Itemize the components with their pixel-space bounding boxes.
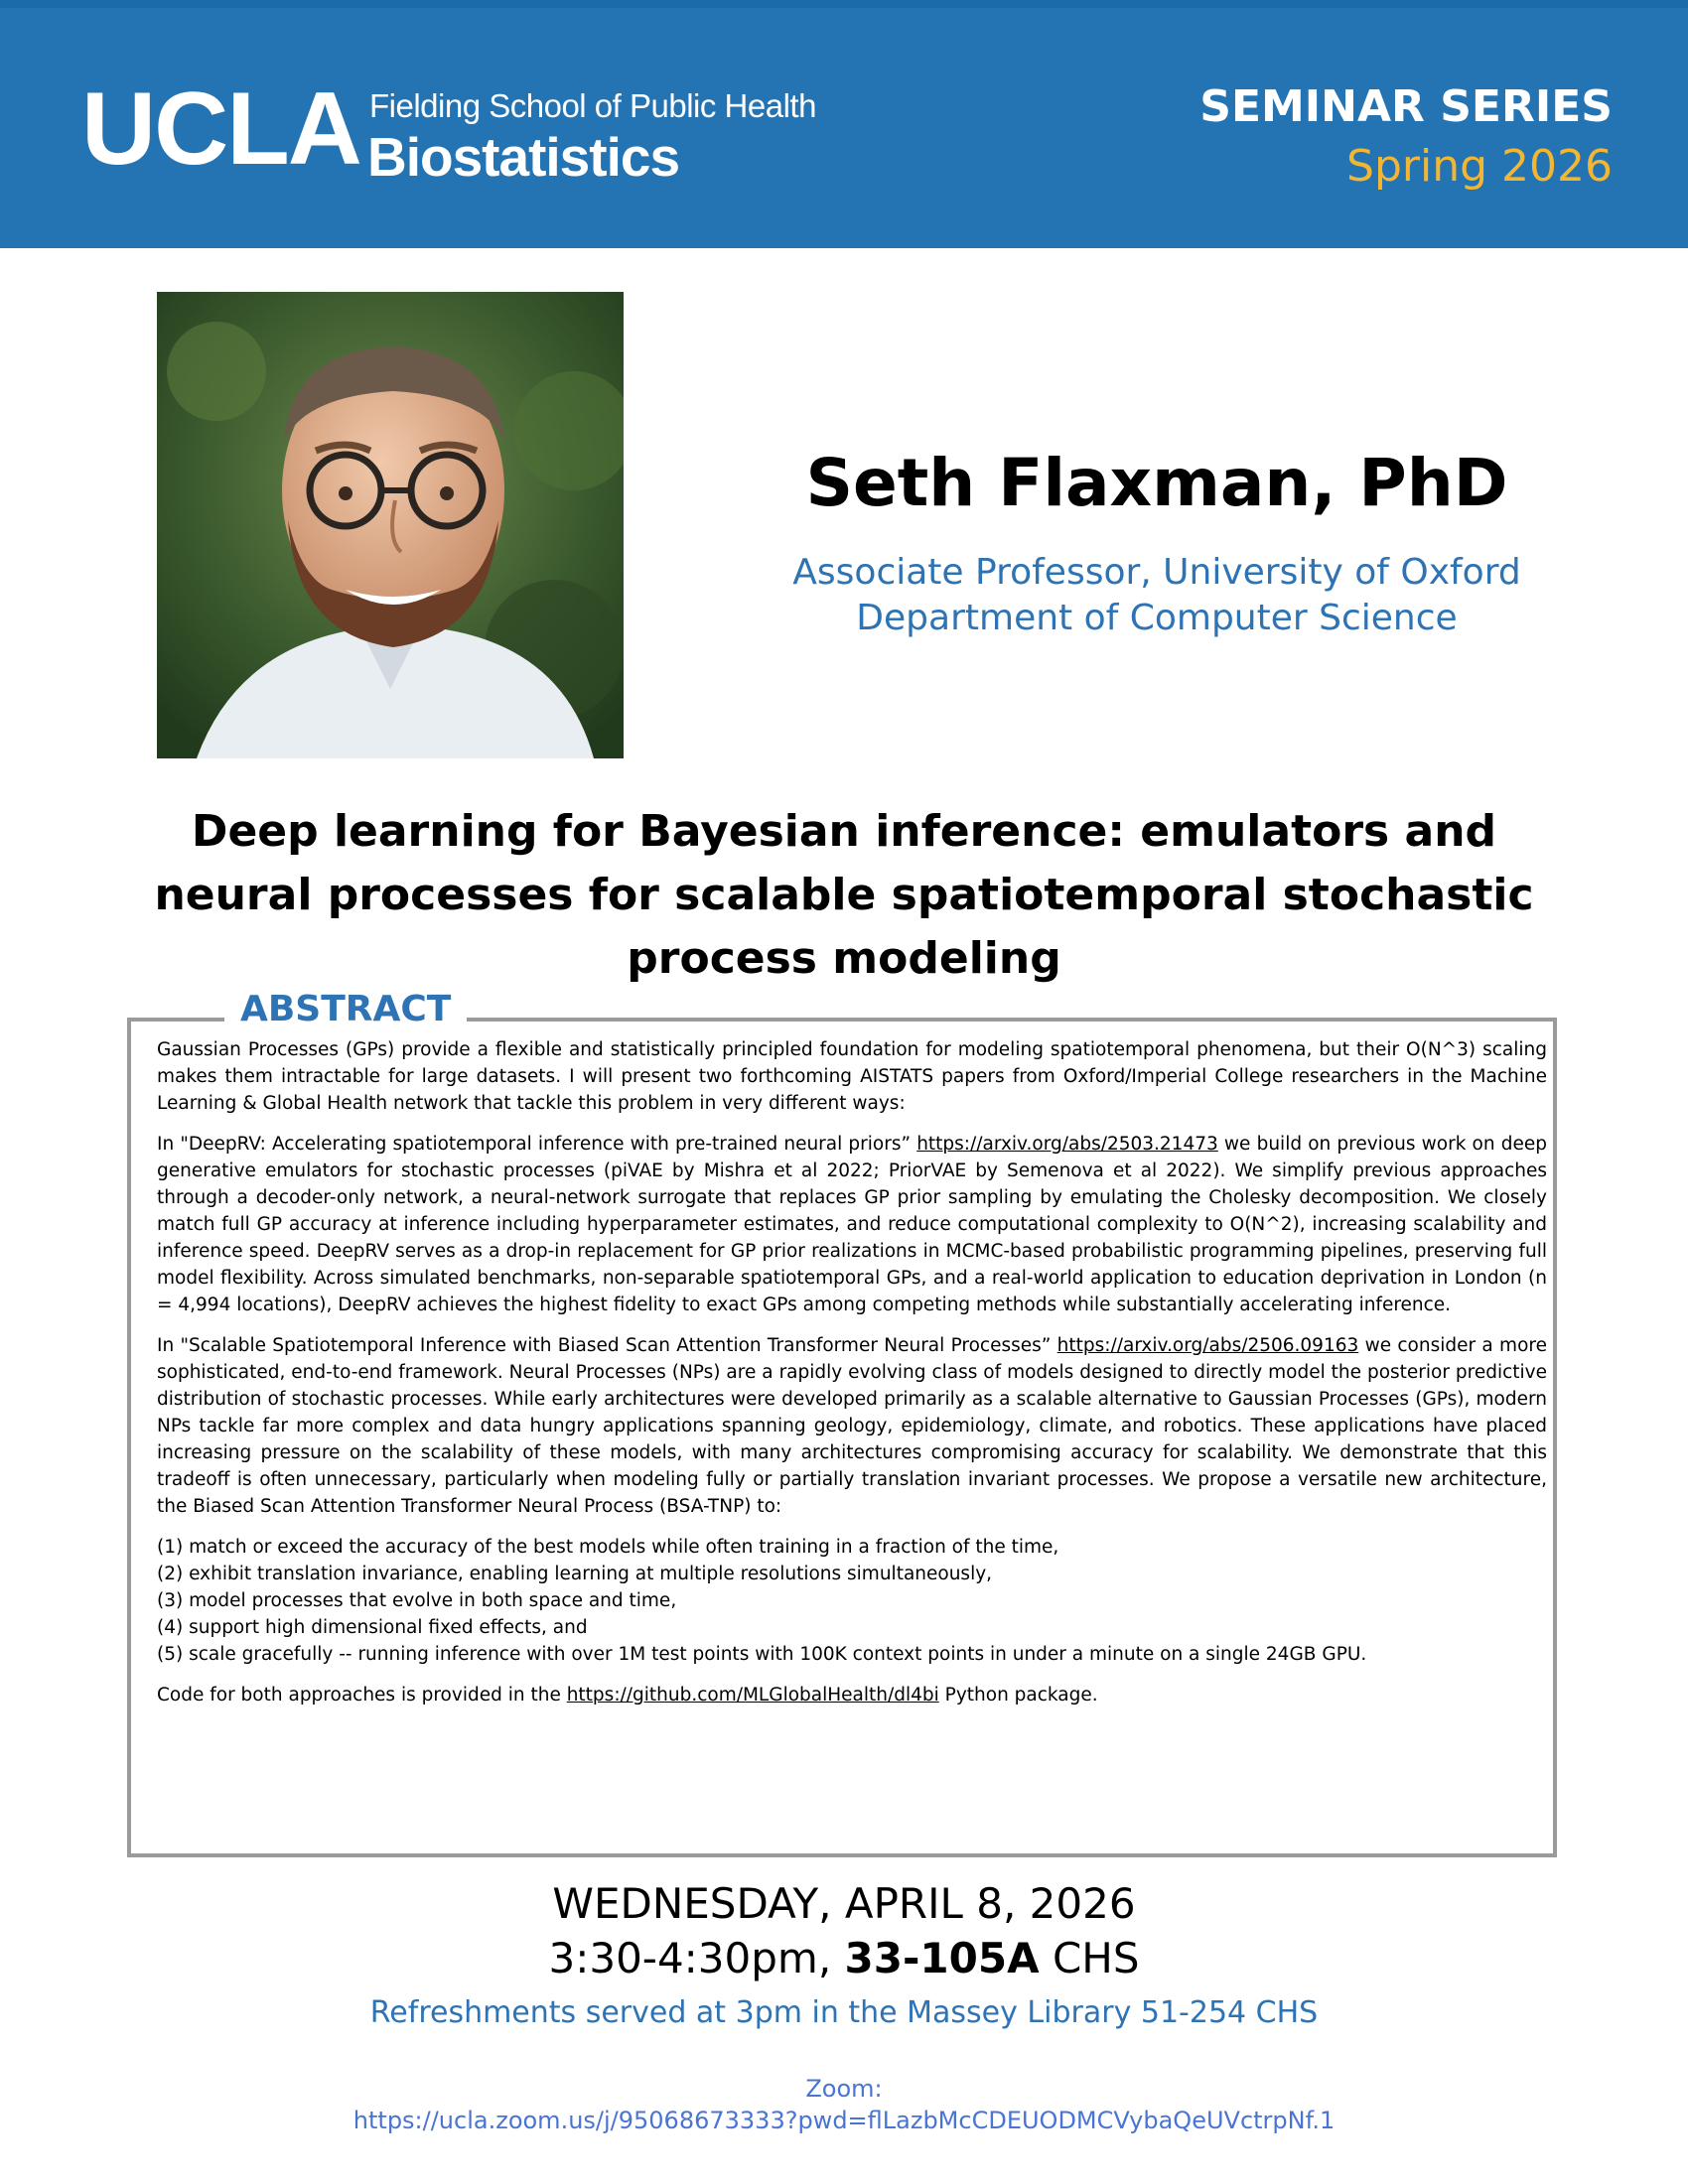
talk-title-line2: neural processes for scalable spatiotemporal stochastic [154,870,1534,920]
event-date: WEDNESDAY, APRIL 8, 2026 [552,1879,1136,1928]
list-item: (5) scale gracefully -- running inference with over 1M test points with 100K context points in under a minute on a single 24GB GPU. [157,1644,1367,1665]
abstract-body [157,1036,1547,1722]
speaker-photo [157,292,624,758]
talk-title-line1: Deep learning for Bayesian inference: emulators and [191,806,1497,857]
list-item: (1) match or exceed the accuracy of the best models while often training in a fraction of the time, [157,1537,1059,1558]
speaker-portrait-image [157,292,624,758]
speaker-name: Seth Flaxman, PhD [805,445,1508,521]
github-link[interactable]: https://github.com/MLGlobalHealth/dl4bi [566,1685,939,1706]
abstract-code-note [157,1682,1547,1708]
refreshments-note: Refreshments served at 3pm in the Massey Library 51-254 CHS [369,1995,1319,2030]
talk-title [129,800,1559,991]
header-banner [0,0,1688,248]
abstract-label: ABSTRACT [224,989,467,1029]
speaker-title-line2: Department of Computer Science [856,598,1458,638]
seminar-series-title: SEMINAR SERIES [1199,81,1613,132]
code-text-post: Python package. [938,1685,1098,1706]
list-item: (2) exhibit translation invariance, enabling learning at multiple resolutions simultaneously, [157,1564,993,1584]
list-item: (4) support high dimensional fixed effects, and [157,1617,588,1638]
abstract-goals-list [157,1534,1547,1668]
department-name: Biostatistics [367,126,680,188]
abstract-paragraph-intro: Gaussian Processes (GPs) provide a flexible and statistically principled foundation for modeling spatiotemporal phenomena, but their O(N^3) scaling makes them intractable for large datasets. I will present two forthcoming AISTATS papers from Oxford/Imperial College researchers in the Machine Learning & Global Health network that tackle this problem in very different ways: [157,1039,1547,1114]
list-item: (3) model processes that evolve in both space and time, [157,1590,677,1611]
deeprv-arxiv-link[interactable]: https://arxiv.org/abs/2503.21473 [916,1134,1218,1155]
seminar-series-term: Spring 2026 [1346,141,1613,192]
bsatnp-arxiv-link[interactable]: https://arxiv.org/abs/2506.09163 [1056,1335,1359,1356]
deeprv-text-pre: In "DeepRV: Accelerating spatiotemporal inference with pre-trained neural priors” [157,1134,917,1155]
code-text-pre: Code for both approaches is provided in the [157,1685,567,1706]
ucla-logo: UCLA [81,71,360,187]
abstract-paragraph-bsatnp [157,1332,1547,1520]
zoom-label: Zoom: [805,2075,883,2103]
abstract-paragraph-deeprv [157,1131,1547,1318]
bsatnp-text-post: we consider a more sophisticated, end-to-end framework. Neural Processes (NPs) are a rapidly evolving class of models designed to directly model the posterior predictive distribution of stochastic processes. While early architectures were developed primarily as a scalable alternative to Gaussian Processes (GPs), modern NPs tackle far more complex and data hungry applications spanning geology, epidemiology, climate, and robotics. These applications have placed increasing pressure on the scalability of these models, with many architectures compromising accuracy for scalability. We demonstrate that this tradeoff is often unnecessary, particularly when modeling fully or partially translation invariant processes. We propose a versatile new architecture, the Biased Scan Attention Transformer Neural Process (BSA-TNP) to: [157,1335,1547,1517]
header-top-stripe [0,0,1688,8]
school-name: Fielding School of Public Health [369,87,816,124]
event-time-location [0,1934,1688,1982]
bsatnp-text-pre: In "Scalable Spatiotemporal Inference with Biased Scan Attention Transformer Neural Processes” [157,1335,1057,1356]
event-room: 33-105A [844,1934,1040,1982]
event-building: CHS [1039,1934,1140,1982]
deeprv-text-post: we build on previous work on deep generative emulators for stochastic processes (piVAE by Mishra et al 2022; PriorVAE by Semenova et al 2022). We simplify previous approaches through a decoder-only network, a neural-network surrogate that replaces GP prior sampling by emulating the Cholesky decomposition. We closely match full GP accuracy at inference including hyperparameter estimates, and reduce computational complexity to O(N^2), increasing scalability and inference speed. DeepRV serves as a drop-in replacement for GP prior realizations in MCMC-based probabilistic programming pipelines, preserving full model flexibility. Across simulated benchmarks, non-separable spatiotemporal GPs, and a real-world application to education deprivation in London (n = 4,994 locations), DeepRV achieves the highest fidelity to exact GPs among competing methods while substantially accelerating inference. [157,1134,1547,1315]
talk-title-line3: process modeling [627,933,1061,984]
speaker-title-line1: Associate Professor, University of Oxford [792,552,1521,593]
zoom-link[interactable]: https://ucla.zoom.us/j/95068673333?pwd=flLazbMcCDEUODMCVybaQeUVctrpNf.1 [352,2107,1336,2134]
event-time: 3:30-4:30pm, [548,1934,845,1982]
